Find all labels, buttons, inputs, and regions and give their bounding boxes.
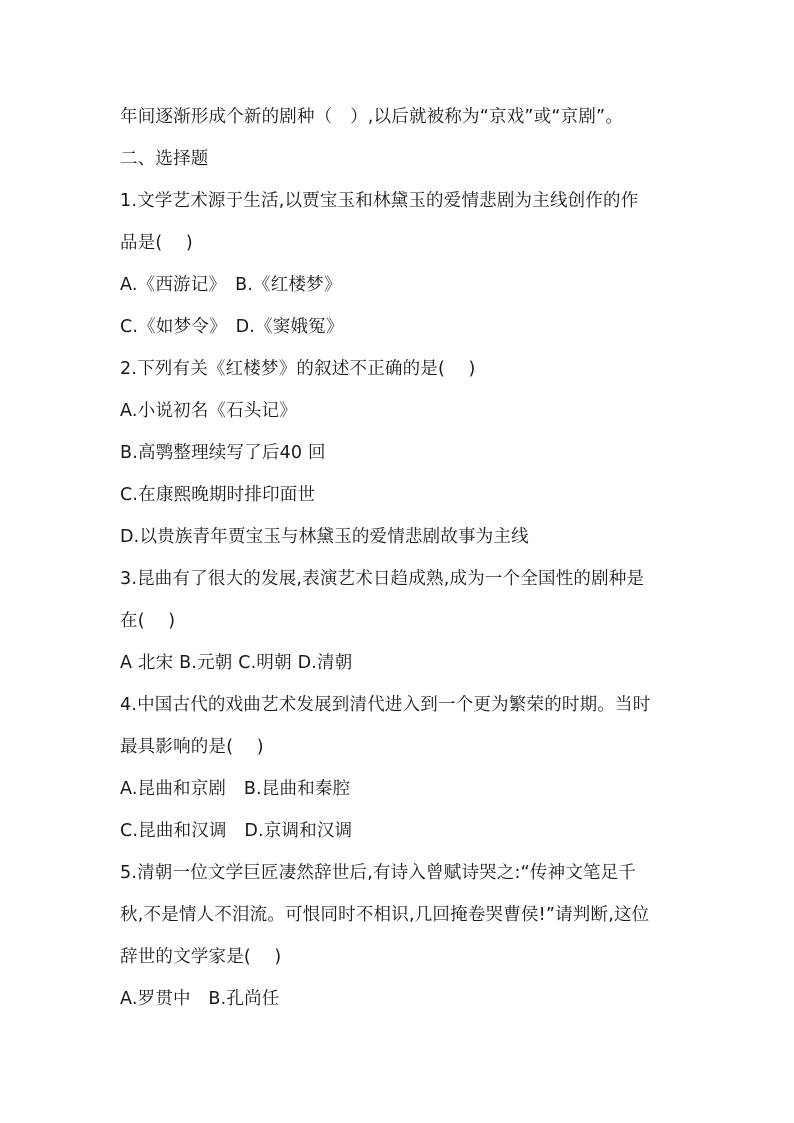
text-line-continuation: 年间逐渐形成个新的剧种（ ）,以后就被称为“京戏”或“京剧”。: [120, 107, 624, 127]
question-2-option-c: C.在康熙晚期时排印面世: [120, 485, 316, 505]
question-1-options-ab: A.《西游记》 B.《红楼梦》: [120, 275, 342, 295]
question-5-stem: 5.清朝一位文学巨匠凄然辞世后,有诗入曾赋诗哭之:“传神文笔足千: [120, 863, 637, 883]
section-heading-choice: 二、选择题: [120, 149, 209, 169]
question-1-stem-cont: 品是( ): [120, 233, 193, 253]
question-2-option-a: A.小说初名《石头记》: [120, 401, 297, 421]
question-5-stem-end: 辞世的文学家是( ): [120, 947, 282, 967]
question-1-stem: 1.文学艺术源于生活,以贾宝玉和林黛玉的爱情悲剧为主线创作的作: [120, 191, 639, 211]
question-3-options: A 北宋 B.元朝 C.明朝 D.清朝: [120, 653, 353, 673]
question-5-options-ab: A.罗贯中 B.孔尚任: [120, 989, 280, 1009]
question-5-stem-cont: 秋,不是情人不泪流。可恨同时不相识,几回掩卷哭曹侯!”请判断,这位: [120, 905, 650, 925]
question-4-stem: 4.中国古代的戏曲艺术发展到清代进入到一个更为繁荣的时期。当时: [120, 695, 651, 715]
question-4-options-cd: C.昆曲和汉调 D.京调和汉调: [120, 821, 353, 841]
question-2-stem: 2.下列有关《红楼梦》的叙述不正确的是( ): [120, 359, 476, 379]
question-4-options-ab: A.昆曲和京剧 B.昆曲和秦腔: [120, 779, 351, 799]
question-2-option-b: B.高鹗整理续写了后40 回: [120, 443, 326, 463]
question-4-stem-cont: 最具影响的是( ): [120, 737, 264, 757]
question-3-stem: 3.昆曲有了很大的发展,表演艺术日趋成熟,成为一个全国性的剧种是: [120, 569, 645, 589]
question-3-stem-cont: 在( ): [120, 611, 176, 631]
question-1-options-cd: C.《如梦令》 D.《窦娥冤》: [120, 317, 344, 337]
question-2-option-d: D.以贵族青年贾宝玉与林黛玉的爱情悲剧故事为主线: [120, 527, 529, 547]
